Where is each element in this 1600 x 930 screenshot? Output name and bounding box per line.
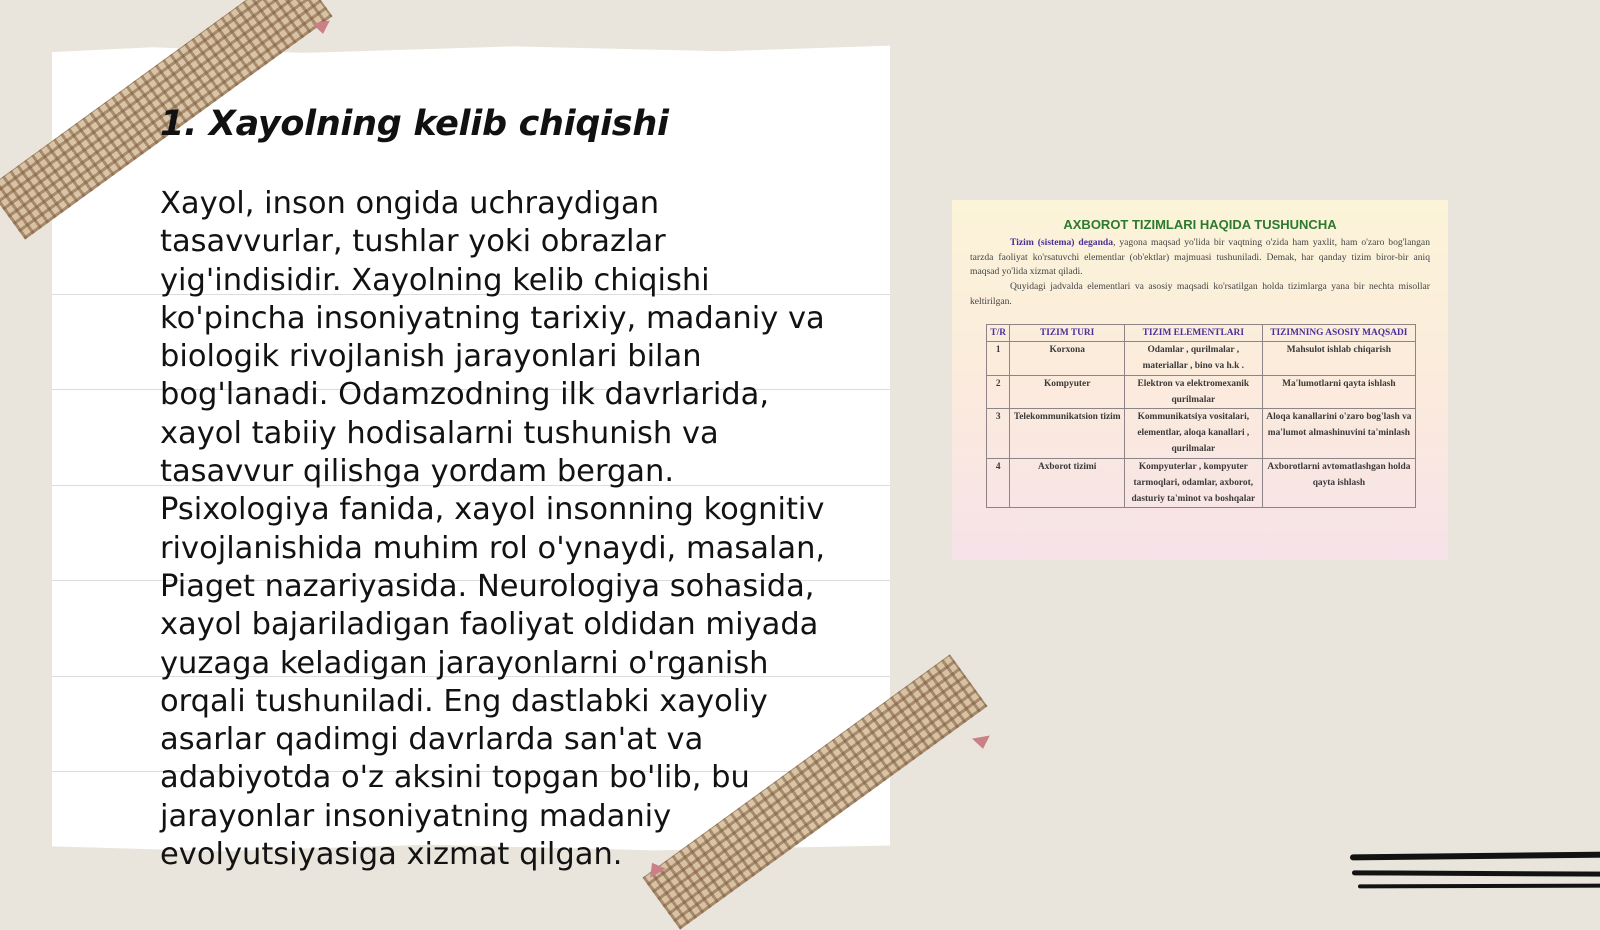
table-header-cell: TIZIM ELEMENTLARI [1124, 325, 1262, 342]
table-cell: 4 [987, 458, 1010, 508]
table-cell: Axborot tizimi [1010, 458, 1124, 508]
brush-stroke [1358, 884, 1600, 889]
table-header-cell: T/R [987, 325, 1010, 342]
table-cell: 3 [987, 409, 1010, 459]
table-cell: Kommunikatsiya vositalari, elementlar, aloqa kanallari , qurilmalar [1124, 409, 1262, 459]
table-cell: 1 [987, 342, 1010, 375]
table-cell: Telekommunikatsion tizim [1010, 409, 1124, 459]
info-card-intro-text: , yagona maqsad yo'lida bir vaqtning o'zida ham yaxlit, ham o'zaro bog'langan tarzda faoliyat ko'rsatuvchi elementlar (ob'ektlar) majmuasi tushuniladi. Demak, har qanday tizim biror-bir aniq maqsad yo'lida xizmat qiladi. [970, 237, 1430, 278]
table-cell: Korxona [1010, 342, 1124, 375]
body-text: Xayol, inson ongida uchraydigan tasavvurlar, tushlar yoki obrazlar yig'indisidir. Xayolning kelib chiqishi ko'pincha insoniyatning tarixiy, madaniy va biologik rivojlanish jarayonlari bilan bog'lanadi. Odamzodning ilk davrlarida, xayol tabiiy hodisalarni tushunish va tasavvur qilishga yordam bergan. Psixologiya fanida, xayol insonning kognitiv rivojlanishida muhim rol o'ynaydi, masalan, Piaget nazariyasida. Neurologiya sohasida, xayol bajariladigan faoliyat oldidan miyada yuzaga keladigan jarayonlarni o'rganish orqali tushuniladi. Eng dastlabki xayoliy asarlar qadimgi davrlarda san'at va adabiyotda o'z aksini topgan bo'lib, bu jarayonlar insoniyatning madaniy evolyutsiyasiga xizmat qilgan. [160, 186, 826, 873]
table-row [987, 409, 1416, 459]
table-header-cell: TIZIM TURI [1010, 325, 1124, 342]
table-cell: Mahsulot ishlab chiqarish [1262, 342, 1415, 375]
info-card-term: Tizim (sistema) deganda [1010, 237, 1114, 248]
table-cell: Ma'lumotlarni qayta ishlash [1262, 375, 1415, 408]
table-header-cell: TIZIMNING ASOSIY MAQSADI [1262, 325, 1415, 342]
info-card-title: AXBOROT TIZIMLARI HAQIDA TUSHUNCHA [1063, 217, 1337, 232]
table-row [987, 458, 1416, 508]
table-cell: Kompyuter [1010, 375, 1124, 408]
brush-stroke [1352, 870, 1600, 876]
table-cell: 2 [987, 375, 1010, 408]
table-cell: Axborotlarni avtomatlashgan holda qayta ishlash [1262, 458, 1415, 508]
slide-title: 1. Xayolning kelib chiqishi [160, 104, 669, 144]
brush-stroke [1350, 852, 1600, 861]
info-card-intro-2: Quyidagi jadvalda elementlari va asosiy maqsadi ko'rsatilgan holda tizimlarga yana bir nechta misollar keltirilgan. [970, 281, 1430, 307]
table-cell: Elektron va elektromexanik qurilmalar [1124, 375, 1262, 408]
table-header-row [987, 325, 1416, 342]
table-cell: Kompyuterlar , kompyuter tarmoqlari, odamlar, axborot, dasturiy ta'minot va boshqalar [1124, 458, 1262, 508]
info-card-image [952, 200, 1448, 560]
table-row [987, 375, 1416, 408]
pin-icon [972, 736, 992, 751]
table-cell: Odamlar , qurilmalar , materiallar , bino va h.k . [1124, 342, 1262, 375]
systems-table [986, 324, 1416, 508]
pin-icon [312, 21, 332, 36]
table-row [987, 342, 1416, 375]
table-cell: Aloqa kanallarini o'zaro bog'lash va ma'lumot almashinuvini ta'minlash [1262, 409, 1415, 459]
info-card-intro [970, 236, 1430, 280]
